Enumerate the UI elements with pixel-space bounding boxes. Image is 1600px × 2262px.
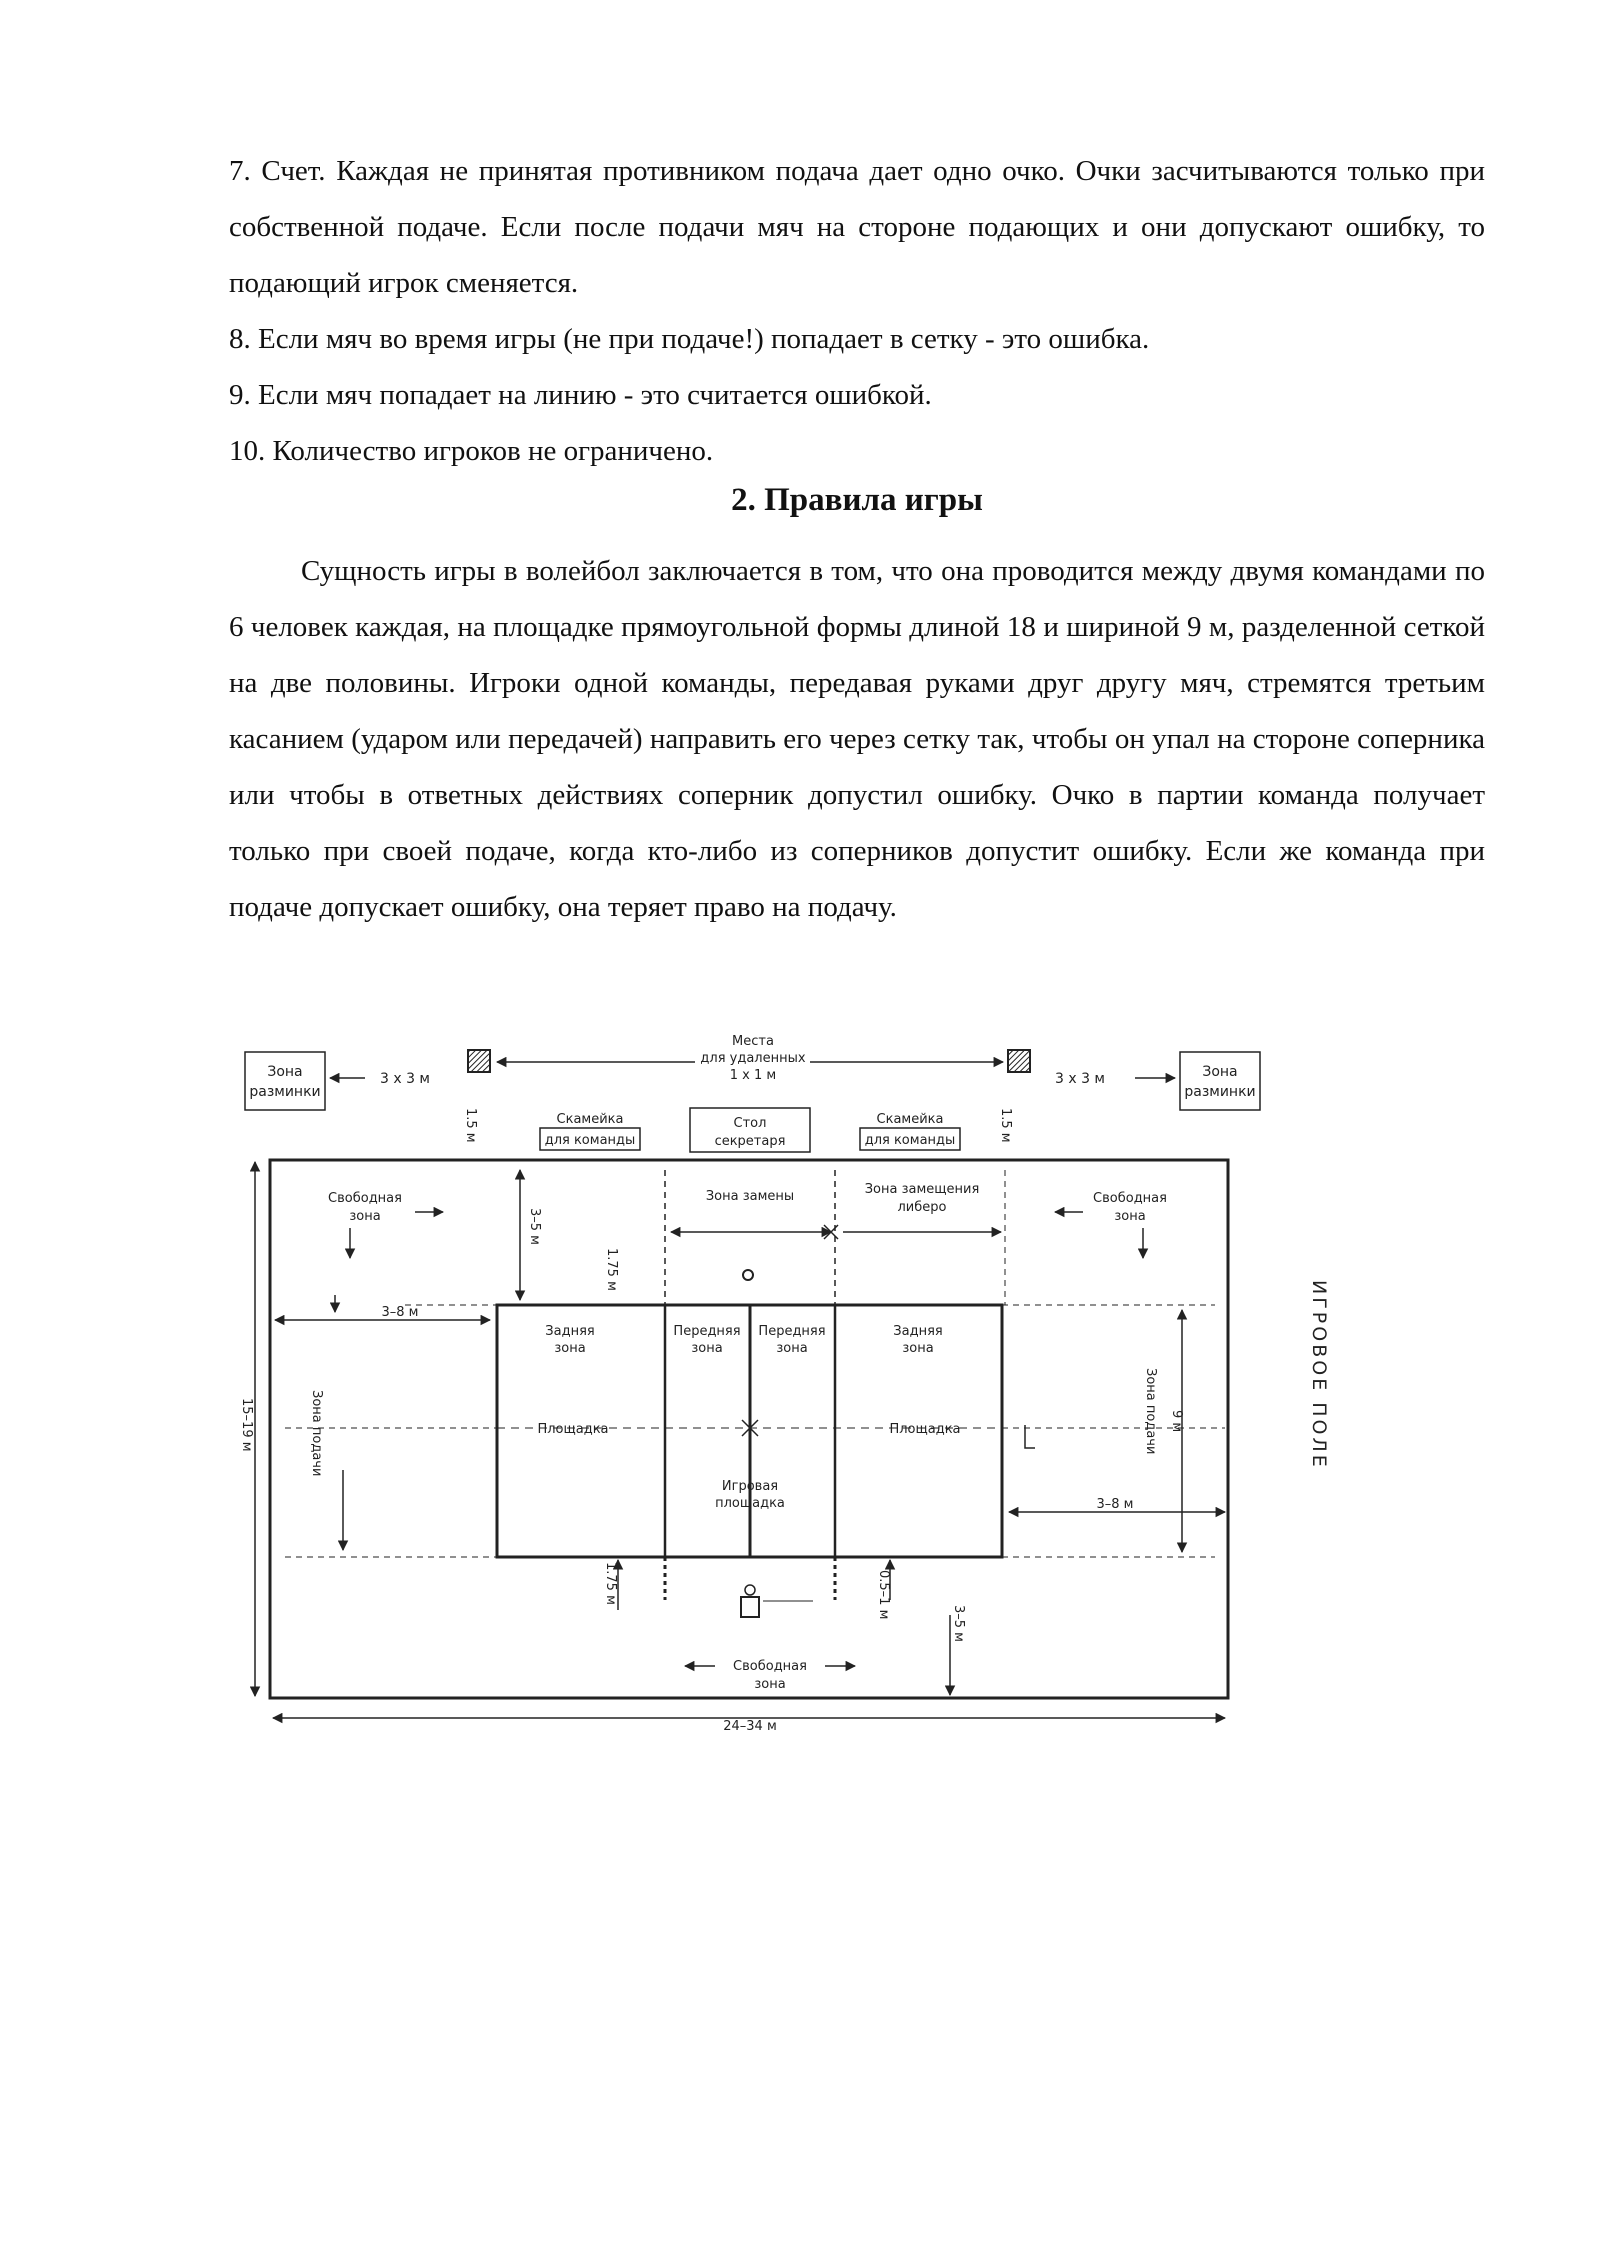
warmup-zone-left-label-1: Зона xyxy=(267,1064,303,1080)
rule-item: 7. Счет. Каждая не принятая противником подача дает одно очко. Очки засчитываются только при собственной подаче. Если после подачи мяч на стороне подающих и они допускают ошибку, то подающий игрок сменяется. xyxy=(229,155,1485,299)
serve-distance-label-left: 3–8 м xyxy=(381,1305,419,1320)
serve-zone-label-left: Зона подачи xyxy=(309,1390,324,1477)
free-zone-left-label-1: Свободная xyxy=(328,1191,402,1206)
width-total-label: 15–19 м xyxy=(239,1398,254,1452)
front-zone-left-label-2: зона xyxy=(691,1341,723,1356)
libero-zone-label-2: либеро xyxy=(897,1200,947,1215)
scorer-table-label-2: секретаря xyxy=(714,1134,786,1149)
length-total-label: 24–34 м xyxy=(723,1719,777,1734)
front-zone-right-label-1: Передняя xyxy=(758,1324,826,1339)
rules-list xyxy=(229,143,1485,479)
warmup-zone-left xyxy=(245,1052,325,1110)
warmup-zone-right xyxy=(1180,1052,1260,1110)
side-distance-label-bottom: 3–5 м xyxy=(951,1605,966,1642)
free-zone-bottom-label-2: зона xyxy=(754,1677,786,1692)
warmup-size-left: 3 х 3 м xyxy=(379,1071,431,1087)
penalty-area-left xyxy=(468,1050,490,1072)
playing-field-label: ИГРОВОЕ ПОЛЕ xyxy=(1308,1280,1330,1470)
court-label-left: Площадка xyxy=(537,1422,609,1437)
section-body xyxy=(229,543,1485,935)
warmup-zone-left-label-2: разминки xyxy=(249,1084,321,1100)
team-bench-right-label-1: Скамейка xyxy=(876,1112,944,1127)
section-paragraph: Сущность игры в волейбол заключается в том, что она проводится между двумя командами по 6 человек каждая, на площадке прямоугольной формы длиной 18 и шириной 9 м, разделенной сеткой на две половины. Игроки одной команды, передавая руками друг другу мяч, стремятся третьим касанием (ударом или передачей) направить его через сетку так, чтобы он упал на стороне соперника или чтобы в ответных действиях соперник допустил ошибку. Очко в партии команда получает только при своей подаче, когда кто-либо из соперников допустит ошибку. Если же команда при подаче допускает ошибку, она теряет право на подачу. xyxy=(229,555,1485,923)
libero-zone-label-1: Зона замещения xyxy=(864,1182,980,1197)
back-zone-right-label-2: зона xyxy=(902,1341,934,1356)
scorer-table-label-1: Стол xyxy=(733,1116,767,1131)
playing-court-label-1: Игровая xyxy=(721,1479,779,1494)
substitution-zone-label: Зона замены xyxy=(705,1189,795,1204)
offset-label-top: 1.75 м xyxy=(604,1248,619,1291)
penalty-offset-left: 1.5 м xyxy=(463,1108,478,1143)
back-zone-left-label-2: зона xyxy=(554,1341,586,1356)
free-zone-bottom-label-1: Свободная xyxy=(733,1659,807,1674)
warmup-size-right: 3 х 3 м xyxy=(1054,1071,1106,1087)
rule-item: 10. Количество игроков не ограничено. xyxy=(229,435,714,467)
playing-court-label-2: площадка xyxy=(715,1496,785,1511)
team-bench-left-label-1: Скамейка xyxy=(556,1112,624,1127)
team-bench-left-label-2: для команды xyxy=(544,1133,636,1148)
free-zone-right-label-2: зона xyxy=(1114,1209,1146,1224)
warmup-zone-right-label-2: разминки xyxy=(1184,1084,1256,1100)
free-zone-left-label-2: зона xyxy=(349,1209,381,1224)
penalty-offset-right: 1.5 м xyxy=(998,1108,1013,1143)
free-zone-right-label-1: Свободная xyxy=(1093,1191,1167,1206)
penalty-area-right xyxy=(1008,1050,1030,1072)
first-referee-head xyxy=(745,1585,755,1595)
court-diagram xyxy=(235,1030,1330,1755)
referee-offset-label: 0.5–1 м xyxy=(876,1570,891,1620)
volleyball-court-diagram xyxy=(235,1030,1330,1750)
serve-zone-label-right: Зона подачи xyxy=(1143,1368,1158,1455)
penalty-label-2: для удаленных xyxy=(700,1051,806,1066)
section-heading: 2. Правила игры xyxy=(731,482,983,518)
team-bench-right-label-2: для команды xyxy=(864,1133,956,1148)
front-zone-left-label-1: Передняя xyxy=(673,1324,741,1339)
offset-label-bottom: 1.75 м xyxy=(603,1562,618,1605)
penalty-label-1: Места xyxy=(732,1034,774,1049)
serve-distance-label-right: 3–8 м xyxy=(1096,1497,1134,1512)
warmup-zone-right-label-1: Зона xyxy=(1202,1064,1238,1080)
back-zone-right-label-1: Задняя xyxy=(893,1324,943,1339)
penalty-label-3: 1 х 1 м xyxy=(729,1068,777,1083)
back-zone-left-label-1: Задняя xyxy=(545,1324,595,1339)
front-zone-right-label-2: зона xyxy=(776,1341,808,1356)
court-label-right: Площадка xyxy=(889,1422,961,1437)
second-referee-marker xyxy=(743,1270,753,1280)
first-referee-marker xyxy=(741,1597,759,1617)
side-distance-label-top: 3–5 м xyxy=(527,1208,542,1245)
rule-item: 8. Если мяч во время игры (не при подаче!) попадает в сетку - это ошибка. xyxy=(229,323,1150,355)
court-width-label: 9 м xyxy=(1169,1410,1184,1433)
rule-item: 9. Если мяч попадает на линию - это считается ошибкой. xyxy=(229,379,932,411)
